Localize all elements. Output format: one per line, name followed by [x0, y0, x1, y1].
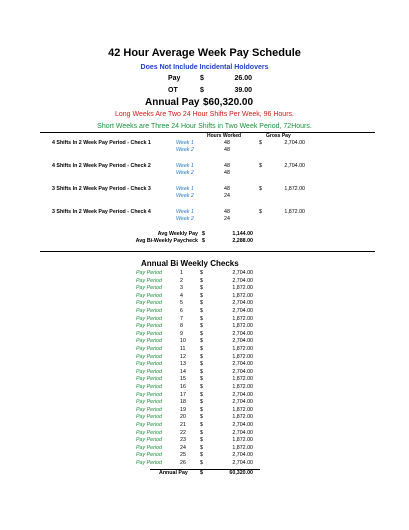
pay-period-label: Pay Period	[136, 353, 162, 360]
pay-period-currency: $	[200, 414, 203, 421]
pay-period-number: 1	[180, 270, 183, 276]
pay-period-number: 5	[180, 300, 183, 307]
pay-currency: $	[200, 75, 204, 82]
pay-period-label: Pay Period	[136, 444, 162, 451]
pay-period-currency: $	[200, 346, 203, 352]
avg-biweekly-value: 2,288.00	[232, 238, 253, 244]
annual-checks-title: Annual Bi Weekly Checks	[141, 259, 239, 268]
pay-period-currency: $	[200, 444, 203, 451]
annual-pay-label: Annual Pay	[145, 97, 200, 108]
pay-period-value: 1,872.00	[232, 406, 253, 413]
pay-period-number: 6	[180, 308, 183, 314]
week-label: Week 2	[176, 216, 194, 222]
pay-period-currency: $	[200, 285, 203, 292]
annual-pay-value: $60,320.00	[203, 97, 254, 108]
hours-value: 48	[224, 170, 230, 176]
pay-period-currency: $	[200, 460, 203, 466]
pay-period-label: Pay Period	[136, 414, 162, 421]
pay-period-label: Pay Period	[136, 277, 162, 284]
pay-period-value: 1,872.00	[232, 444, 253, 451]
avg-weekly-currency: $	[202, 231, 205, 237]
pay-period-label: Pay Period	[136, 368, 162, 375]
pay-period-currency: $	[200, 353, 203, 360]
pay-period-label: Pay Period	[136, 285, 162, 292]
pay-period-currency: $	[200, 338, 203, 345]
pay-period-value: 1,872.00	[232, 285, 253, 292]
pay-period-label: Pay Period	[136, 376, 162, 383]
hours-value: 48	[224, 163, 230, 169]
pay-period-number: 10	[180, 338, 186, 345]
pay-period-number: 14	[180, 368, 186, 375]
pay-period-label: Pay Period	[136, 315, 162, 322]
pay-period-number: 18	[180, 399, 186, 406]
pay-period-currency: $	[200, 277, 203, 284]
pay-period-number: 26	[180, 460, 186, 466]
pay-period-currency: $	[200, 361, 203, 368]
annual-total-currency: $	[200, 470, 203, 476]
pay-period-label: Pay Period	[136, 391, 162, 398]
week-label: Week 1	[176, 186, 194, 192]
pay-period-value: 1,872.00	[232, 414, 253, 421]
avg-weekly-label: Avg Weekly Pay	[157, 231, 198, 237]
pay-period-label: Pay Period	[136, 338, 162, 345]
pay-period-number: 20	[180, 414, 186, 421]
pay-period-value: 2,704.00	[232, 277, 253, 284]
hours-value: 48	[224, 140, 230, 146]
gross-value: 2,704.00	[284, 163, 305, 169]
pay-period-currency: $	[200, 384, 203, 390]
pay-period-currency: $	[200, 323, 203, 330]
pay-period-value: 2,704.00	[232, 422, 253, 428]
pay-period-label: Pay Period	[136, 406, 162, 413]
pay-period-currency: $	[200, 422, 203, 428]
week-label: Week 1	[176, 140, 194, 146]
pay-period-label: Pay Period	[136, 399, 162, 406]
pay-period-value: 1,872.00	[232, 353, 253, 360]
pay-period-label: Pay Period	[136, 323, 162, 330]
gross-value: 1,872.00	[284, 186, 305, 192]
week-label: Week 1	[176, 209, 194, 215]
ot-label: OT	[168, 87, 178, 94]
week-label: Week 2	[176, 193, 194, 199]
annual-total-label: Annual Pay	[159, 470, 188, 476]
pay-period-value: 2,704.00	[232, 300, 253, 307]
pay-period-currency: $	[200, 429, 203, 436]
pay-period-number: 21	[180, 422, 186, 428]
hours-value: 48	[224, 147, 230, 153]
pay-period-number: 22	[180, 429, 186, 436]
page-subtitle: Does Not Include Incidental Holdovers	[140, 64, 269, 71]
pay-period-value: 2,704.00	[232, 452, 253, 459]
pay-period-value: 2,704.00	[232, 399, 253, 406]
pay-period-number: 23	[180, 437, 186, 444]
week-label: Week 2	[176, 147, 194, 153]
pay-period-currency: $	[200, 376, 203, 383]
gross-currency: $	[259, 163, 262, 169]
pay-period-label: Pay Period	[136, 330, 162, 337]
pay-period-label: Pay Period	[136, 346, 162, 352]
pay-period-currency: $	[200, 330, 203, 337]
pay-period-currency: $	[200, 300, 203, 307]
pay-label: Pay	[168, 75, 181, 82]
pay-period-label: Pay Period	[136, 422, 162, 428]
pay-period-currency: $	[200, 292, 203, 299]
pay-period-currency: $	[200, 406, 203, 413]
check-label: 3 Shifts In 2 Week Pay Period - Check 3	[52, 186, 151, 192]
pay-period-currency: $	[200, 270, 203, 276]
pay-period-currency: $	[200, 308, 203, 314]
pay-period-currency: $	[200, 391, 203, 398]
pay-period-value: 1,872.00	[232, 376, 253, 383]
pay-period-label: Pay Period	[136, 270, 162, 276]
pay-period-label: Pay Period	[136, 452, 162, 459]
pay-period-number: 3	[180, 285, 183, 292]
hours-worked-header: Hours Worked	[207, 133, 242, 139]
gross-value: 1,872.00	[284, 209, 305, 215]
hours-value: 24	[224, 193, 230, 199]
pay-period-currency: $	[200, 315, 203, 322]
pay-period-number: 2	[180, 277, 183, 284]
pay-period-number: 17	[180, 391, 186, 398]
pay-period-label: Pay Period	[136, 300, 162, 307]
pay-value: 26.00	[234, 75, 252, 82]
gross-pay-header: Gross Pay	[266, 133, 291, 139]
pay-period-number: 9	[180, 330, 183, 337]
pay-period-label: Pay Period	[136, 429, 162, 436]
gross-value: 2,704.00	[284, 140, 305, 146]
pay-period-label: Pay Period	[136, 437, 162, 444]
page-title: 42 Hour Average Week Pay Schedule	[108, 47, 301, 59]
pay-period-number: 24	[180, 444, 186, 451]
divider	[40, 251, 375, 252]
pay-period-value: 1,872.00	[232, 384, 253, 390]
pay-period-label: Pay Period	[136, 308, 162, 314]
pay-period-value: 1,872.00	[232, 315, 253, 322]
pay-period-value: 2,704.00	[232, 391, 253, 398]
pay-period-number: 16	[180, 384, 186, 390]
pay-period-number: 8	[180, 323, 183, 330]
pay-period-currency: $	[200, 437, 203, 444]
pay-period-number: 11	[180, 346, 186, 352]
pay-period-value: 2,704.00	[232, 460, 253, 466]
avg-weekly-value: 1,144.00	[232, 231, 253, 237]
pay-period-value: 1,872.00	[232, 346, 253, 352]
ot-value: 39.00	[234, 87, 252, 94]
pay-period-value: 2,704.00	[232, 368, 253, 375]
gross-currency: $	[259, 140, 262, 146]
pay-period-number: 13	[180, 361, 186, 368]
pay-period-number: 12	[180, 353, 186, 360]
pay-period-value: 2,704.00	[232, 270, 253, 276]
pay-period-value: 2,704.00	[232, 429, 253, 436]
pay-period-number: 7	[180, 315, 183, 322]
pay-period-number: 4	[180, 292, 183, 299]
pay-period-value: 1,872.00	[232, 292, 253, 299]
annual-total-value: 60,320.00	[229, 470, 253, 476]
short-weeks-note: Short Weeks are Three 24 Hour Shifts in Two Week Period, 72Hours.	[97, 123, 312, 130]
pay-period-value: 1,872.00	[232, 437, 253, 444]
week-label: Week 2	[176, 170, 194, 176]
pay-period-currency: $	[200, 368, 203, 375]
avg-biweekly-currency: $	[202, 238, 205, 244]
pay-period-value: 2,704.00	[232, 330, 253, 337]
hours-value: 24	[224, 216, 230, 222]
pay-period-label: Pay Period	[136, 292, 162, 299]
week-label: Week 1	[176, 163, 194, 169]
pay-period-label: Pay Period	[136, 460, 162, 466]
pay-period-value: 1,872.00	[232, 323, 253, 330]
gross-currency: $	[259, 186, 262, 192]
avg-biweekly-label: Avg Bi-Weekly Paycheck	[135, 238, 198, 244]
check-label: 4 Shifts In 2 Week Pay Period - Check 2	[52, 163, 151, 169]
pay-period-value: 2,704.00	[232, 361, 253, 368]
pay-period-currency: $	[200, 399, 203, 406]
pay-period-number: 19	[180, 406, 186, 413]
pay-period-value: 2,704.00	[232, 308, 253, 314]
hours-value: 48	[224, 209, 230, 215]
check-label: 4 Shifts In 2 Week Pay Period - Check 1	[52, 140, 151, 146]
gross-currency: $	[259, 209, 262, 215]
ot-currency: $	[200, 87, 204, 94]
check-label: 3 Shifts In 2 Week Pay Period - Check 4	[52, 209, 151, 215]
long-weeks-note: Long Weeks Are Two 24 Hour Shifts Per Week, 96 Hours.	[115, 111, 294, 118]
pay-period-number: 25	[180, 452, 186, 459]
pay-period-value: 2,704.00	[232, 338, 253, 345]
pay-period-label: Pay Period	[136, 384, 162, 390]
pay-period-currency: $	[200, 452, 203, 459]
pay-period-number: 15	[180, 376, 186, 383]
hours-value: 48	[224, 186, 230, 192]
pay-period-label: Pay Period	[136, 361, 162, 368]
